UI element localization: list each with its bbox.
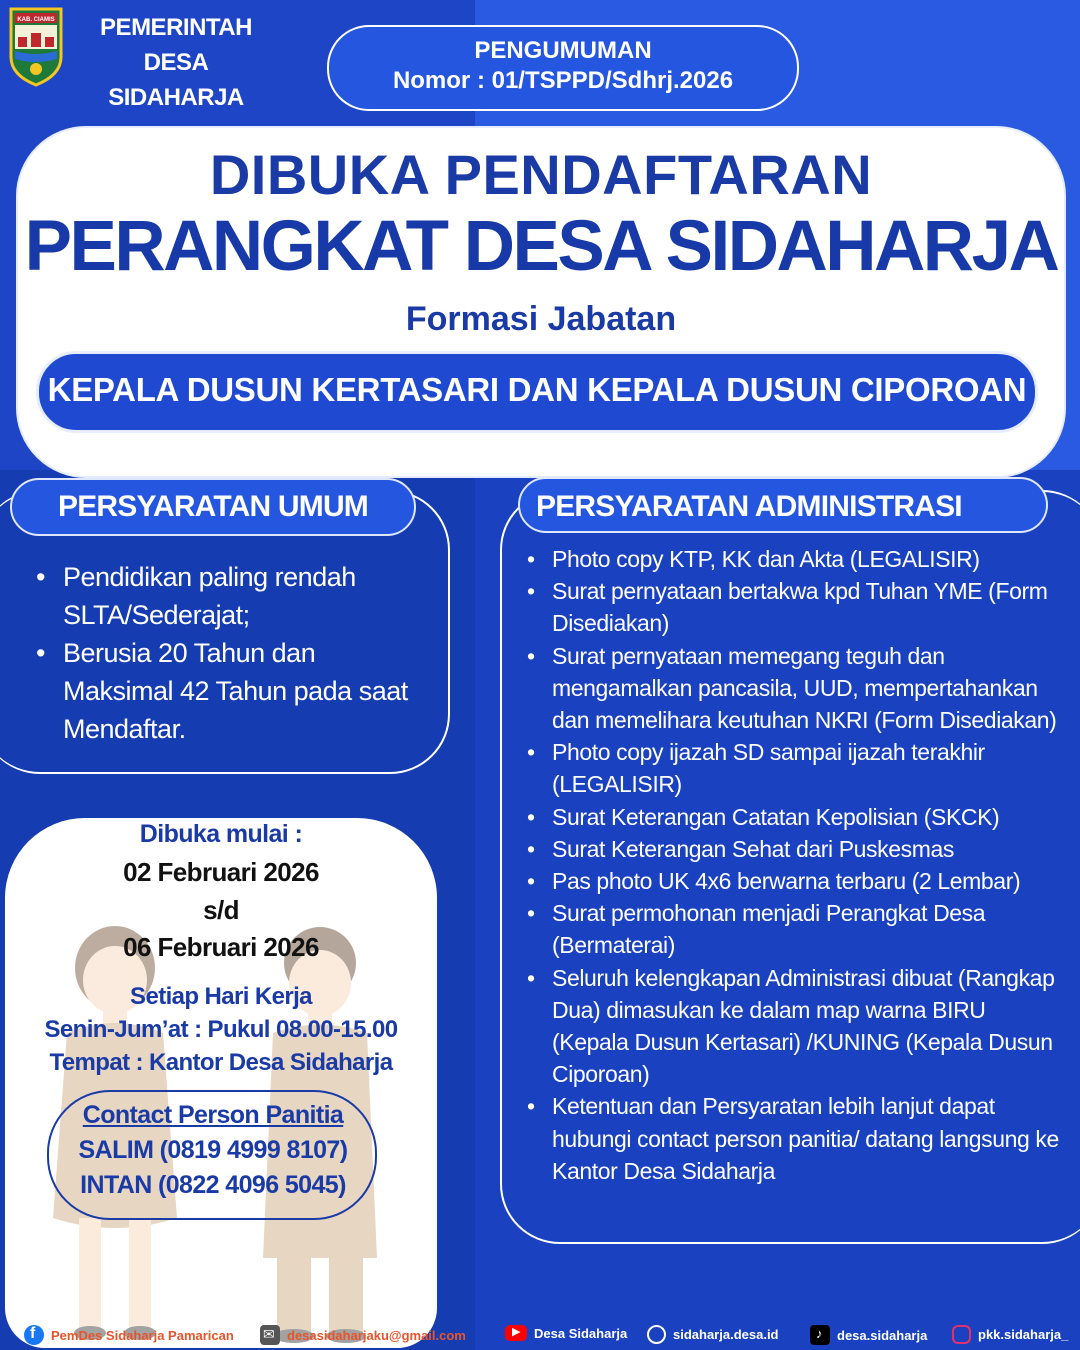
instagram-label: pkk.sidaharja_ <box>978 1327 1069 1342</box>
instagram-link[interactable] <box>952 1325 1068 1344</box>
list-item: • Photo copy ijazah SD sampai ijazah terakhir (LEGALISIR) <box>527 736 1063 800</box>
government-line: PEMERINTAH <box>100 14 252 41</box>
government-title <box>76 10 276 115</box>
general-requirements-list <box>36 558 426 748</box>
village-emblem-logo <box>7 5 65 87</box>
list-item: • Surat Keterangan Sehat dari Puskesmas <box>527 833 1063 865</box>
youtube-icon: ▶ <box>505 1325 527 1341</box>
list-item: • Photo copy KTP, KK dan Akta (LEGALISIR) <box>527 543 1063 575</box>
general-requirements-title: PERSYARATAN UMUM <box>10 478 416 536</box>
list-item: • Surat pernyataan bertakwa kpd Tuhan YME (Form Disediakan) <box>527 575 1063 639</box>
logo-text: KAB. CIAMIS <box>17 17 55 23</box>
list-item: • Pendidikan paling rendah SLTA/Sederajat; <box>36 558 426 634</box>
headline-card <box>16 126 1066 478</box>
position-label: Formasi Jabatan <box>405 300 677 338</box>
website-label: sidaharja.desa.id <box>673 1327 779 1342</box>
list-item: • Ketentuan dan Persyaratan lebih lanjut dapat hubungi contact person panitia/ datang langsung ke Kantor Desa Sidaharja <box>527 1090 1063 1187</box>
email-icon: ✉ <box>260 1325 280 1345</box>
contact-person-1[interactable]: SALIM (0819 4999 8107) <box>78 1136 348 1164</box>
list-item: • Pas photo UK 4x6 berwarna terbaru (2 Lembar) <box>527 865 1063 897</box>
facebook-icon: f <box>24 1325 44 1345</box>
start-date: 02 Februari 2026 <box>123 857 319 887</box>
headline-line-2: PERANGKAT DESA SIDAHARJA <box>24 207 1058 286</box>
facebook-label: PemDes Sidaharja Pamarican <box>51 1327 234 1343</box>
contact-person-2[interactable]: INTAN (0822 4096 5045) <box>80 1171 346 1199</box>
facebook-link[interactable] <box>24 1325 234 1345</box>
instagram-icon <box>952 1325 971 1344</box>
announcement-badge <box>327 25 799 111</box>
list-item: • Surat Keterangan Catatan Kepolisian (SKCK) <box>527 801 1063 833</box>
youtube-label: Desa Sidaharja <box>534 1325 628 1341</box>
website-link[interactable] <box>647 1325 779 1344</box>
location: Tempat : Kantor Desa Sidaharja <box>49 1049 393 1076</box>
end-date: 06 Februari 2026 <box>123 932 319 962</box>
announcement-number: Nomor : 01/TSPPD/Sdhrj.2026 <box>392 67 734 94</box>
list-item: • Surat pernyataan memegang teguh dan mengamalkan pancasila, UUD, mempertahankan dan memelihara keutuhan NKRI (Form Disediakan) <box>527 640 1063 737</box>
list-item: • Seluruh kelengkapan Administrasi dibuat (Rangkap Dua) dimasukan ke dalam map warna BIRU (Kepala Dusun Kertasari) /KUNING (Kepala Dusun Ciporoan) <box>527 962 1063 1091</box>
date-separator: s/d <box>203 895 239 925</box>
globe-icon <box>647 1325 666 1344</box>
footer-social-bar <box>0 1323 1080 1350</box>
admin-requirements-list <box>527 543 1063 1187</box>
admin-requirements-title: PERSYARATAN ADMINISTRASI <box>518 477 1048 533</box>
registration-open-label: Dibuka mulai : <box>139 820 303 848</box>
contact-title: Contact Person Panitia <box>82 1101 344 1129</box>
village-name: DESA SIDAHARJA <box>108 49 244 111</box>
list-item: • Surat permohonan menjadi Perangkat Desa (Bermaterai) <box>527 897 1063 961</box>
positions-pill: KEPALA DUSUN KERTASARI DAN KEPALA DUSUN CIPOROAN <box>36 351 1038 433</box>
email-link[interactable] <box>260 1325 466 1345</box>
headline-line-1: DIBUKA PENDAFTARAN <box>209 143 873 206</box>
announcement-title: PENGUMUMAN <box>474 37 652 64</box>
youtube-link[interactable] <box>505 1325 627 1341</box>
tiktok-link[interactable] <box>810 1325 927 1345</box>
list-item: • Berusia 20 Tahun dan Maksimal 42 Tahun pada saat Mendaftar. <box>36 634 426 748</box>
email-label: desasidaharjaku@gmail.com <box>287 1327 466 1343</box>
tiktok-label: desa.sidaharja <box>837 1327 928 1343</box>
working-days: Setiap Hari Kerja <box>130 983 312 1010</box>
tiktok-icon: ♪ <box>810 1325 830 1345</box>
working-hours: Senin-Jum’at : Pukul 08.00-15.00 <box>44 1016 398 1043</box>
